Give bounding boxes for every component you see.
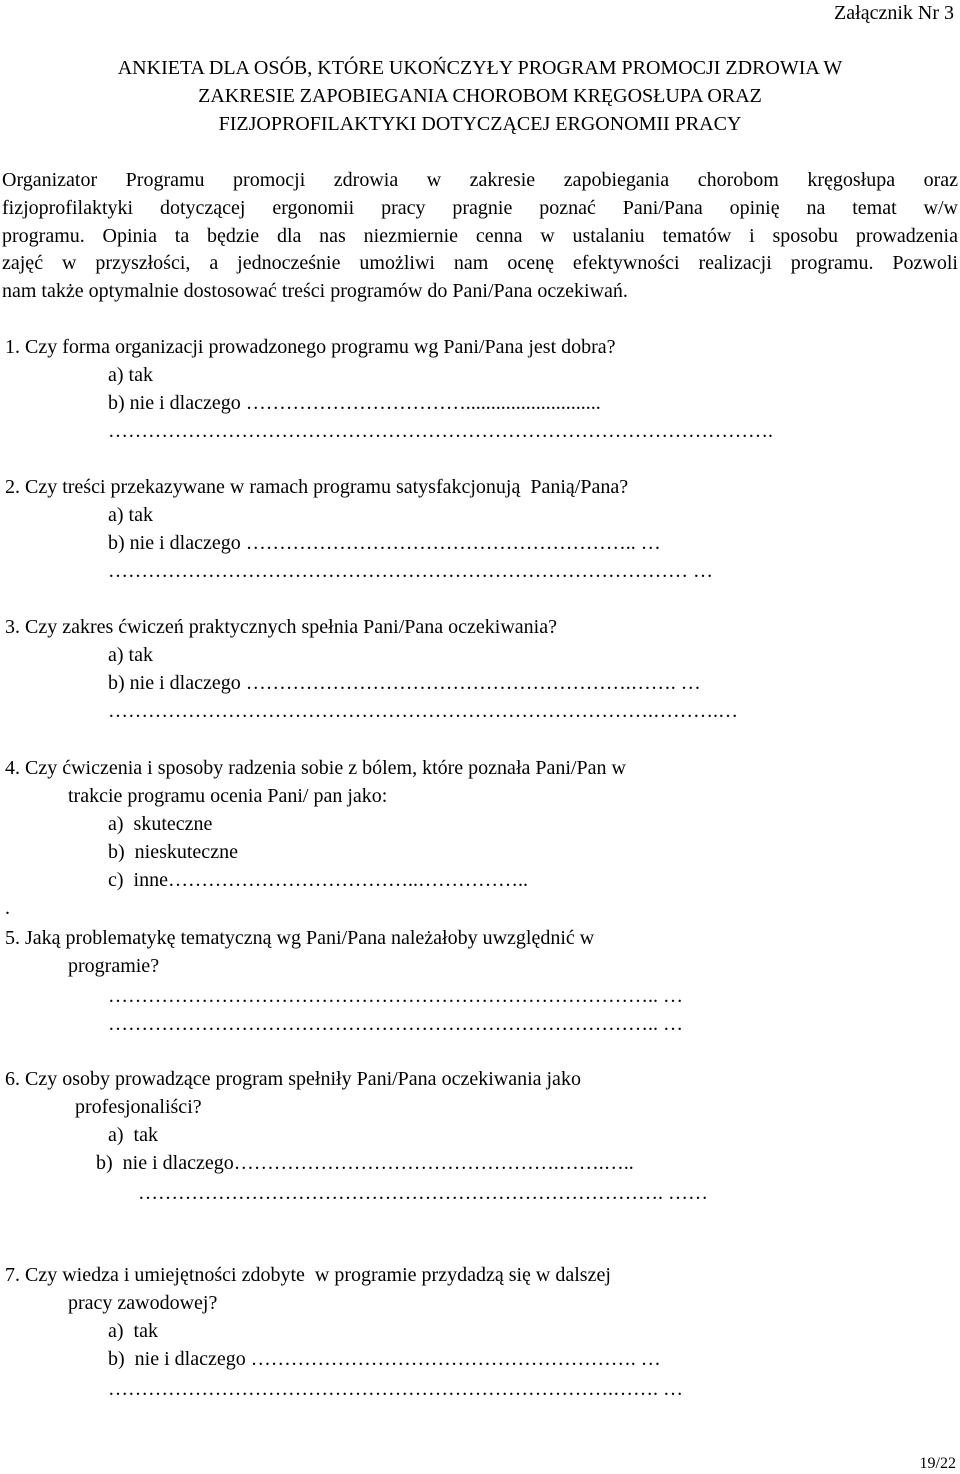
question-text: 3. Czy zakres ćwiczeń praktycznych spełnia Pani/Pana oczekiwania? — [5, 616, 557, 638]
answer-line: ………………………………………………………………………………………. — [108, 420, 773, 442]
question-text: 1. Czy forma organizacji prowadzonego programu wg Pani/Pana jest dobra? — [5, 336, 616, 358]
question-text: 4. Czy ćwiczenia i sposoby radzenia sobie z bólem, które poznała Pani/Pan w — [5, 757, 626, 779]
answer-option: a) tak — [108, 504, 153, 526]
intro-line: zajęć w przyszłości, a jednocześnie umożliwi nam ocenę efektywności realizacji programu. Pozwoli — [2, 252, 958, 274]
answer-line: …………………………………………………………………………… … — [108, 560, 713, 582]
document-title-line-1: ANKIETA DLA OSÓB, KTÓRE UKOŃCZYŁY PROGRAM PROMOCJI ZDROWIA W — [117, 57, 843, 79]
page-number: 19/22 — [919, 1455, 956, 1472]
answer-option: b) nie i dlaczego …………………………………………………. … — [108, 1348, 661, 1370]
answer-option: b) nieskuteczne — [108, 841, 238, 863]
annex-label: Załącznik Nr 3 — [834, 2, 954, 24]
answer-option: c) inne………………………………..…………….. — [108, 869, 528, 891]
answer-option: a) tak — [108, 644, 153, 666]
question-text-continued: pracy zawodowej? — [68, 1292, 218, 1314]
answer-option: b) nie i dlaczego………………………………………….…….….. — [96, 1152, 634, 1174]
intro-line: fizjoprofilaktyki dotyczącej ergonomii pracy pragnie poznać Pani/Pana opinię na temat w/w — [2, 197, 958, 219]
intro-line: nam także optymalnie dostosować treści programów do Pani/Pana oczekiwań. — [2, 280, 628, 302]
answer-line: ……………………………………………………………………….……….… — [108, 700, 738, 722]
question-text: 2. Czy treści przekazywane w ramach programu satysfakcjonują Panią/Pana? — [5, 476, 629, 498]
answer-option: a) tak — [108, 364, 153, 386]
answer-option: b) nie i dlaczego ……………………………........................... — [108, 392, 601, 414]
intro-line: Organizator Programu promocji zdrowia w zakresie zapobiegania chorobom kręgosłupa oraz — [2, 169, 958, 191]
document-title-line-2: ZAKRESIE ZAPOBIEGANIA CHOROBOM KRĘGOSŁUPA ORAZ — [198, 85, 762, 107]
answer-line: ……………………………………………………………………….. … — [108, 985, 683, 1007]
question-text-continued: trakcie programu ocenia Pani/ pan jako: — [68, 785, 388, 807]
intro-line: programu. Opinia ta będzie dla nas niezmiernie cenna w ustalaniu tematów i sposobu prowadzenia — [2, 225, 958, 247]
question-text: 7. Czy wiedza i umiejętności zdobyte w programie przydadzą się w dalszej — [5, 1264, 611, 1286]
answer-option: a) skuteczne — [108, 813, 213, 835]
question-text: 6. Czy osoby prowadzące program spełniły Pani/Pana oczekiwania jako — [5, 1068, 581, 1090]
question-text-continued: programie? — [68, 955, 160, 977]
answer-option: b) nie i dlaczego ………………………………………………….. … — [108, 532, 661, 554]
answer-option: a) tak — [108, 1124, 158, 1146]
question-text-continued: profesjonaliści? — [75, 1096, 202, 1118]
answer-option: a) tak — [108, 1320, 158, 1342]
answer-line: ……………………………………………………………………. …… — [138, 1182, 708, 1204]
stray-dot: . — [5, 897, 10, 919]
question-text: 5. Jaką problematykę tematyczną wg Pani/Pana należałoby uwzględnić w — [5, 927, 595, 949]
document-title-line-3: FIZJOPROFILAKTYKI DOTYCZĄCEJ ERGONOMII PRACY — [218, 113, 742, 135]
answer-line: ……………………………………………………………………….. … — [108, 1013, 683, 1035]
answer-line: ………………………………………………………………….……. … — [108, 1378, 683, 1400]
answer-option: b) nie i dlaczego ………………………………………………….……. … — [108, 672, 701, 694]
